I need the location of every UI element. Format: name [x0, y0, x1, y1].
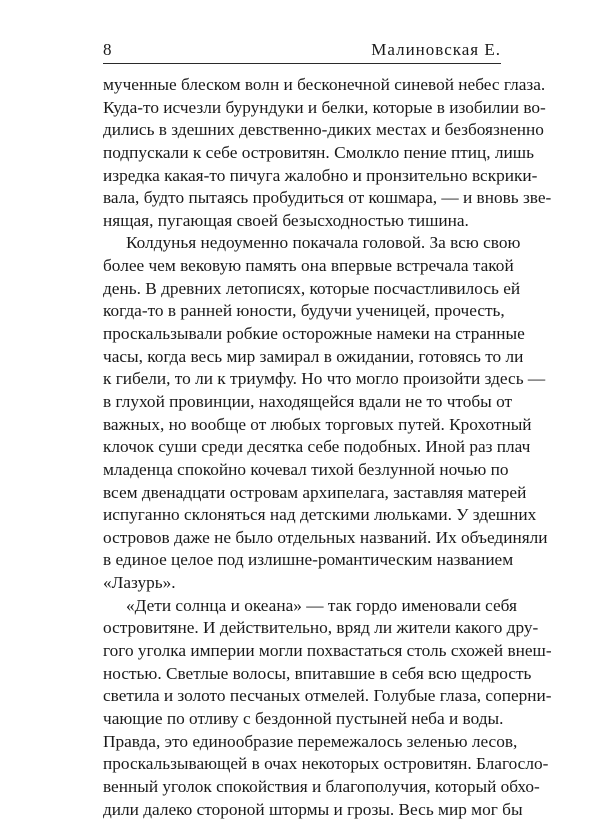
- text-line: младенца спокойно кочевал тихой безлунной ночью по: [103, 459, 501, 482]
- paragraph-last-line: нящая, пугающая своей безысходностью тишина.: [103, 210, 501, 233]
- text-line: в глухой провинции, находящейся вдали не то чтобы от: [103, 391, 501, 414]
- text-line: Куда-то исчезли бурундуки и белки, которые в изобилии во-: [103, 97, 501, 120]
- text-line: проскальзывающей в очах некоторых островитян. Благосло-: [103, 753, 501, 776]
- text-line: Правда, это единообразие перемежалось зеленью лесов,: [103, 731, 501, 754]
- running-head: [103, 34, 501, 62]
- text-line: вала, будто пытаясь пробудиться от кошмара, — и вновь зве-: [103, 187, 501, 210]
- paragraph-first-line: Колдунья недоуменно покачала головой. За всю свою: [103, 232, 501, 255]
- running-head-author: Малиновская Е.: [371, 40, 501, 60]
- text-line: проскальзывали робкие осторожные намеки на странные: [103, 323, 501, 346]
- text-line: подпускали к себе островитян. Смолкло пение птиц, лишь: [103, 142, 501, 165]
- text-line: когда-то в ранней юности, будучи ученицей, прочесть,: [103, 300, 501, 323]
- text-line: важных, но вообще от любых торговых путей. Крохотный: [103, 414, 501, 437]
- text-line: к гибели, то ли к триумфу. Но что могло произойти здесь —: [103, 368, 501, 391]
- text-line: светила и золото песчаных отмелей. Голубые глаза, соперни-: [103, 685, 501, 708]
- header-rule: [103, 63, 501, 64]
- text-line: испуганно склоняться над детскими люльками. У здешних: [103, 504, 501, 527]
- text-line: островитяне. И действительно, вряд ли жители какого дру-: [103, 617, 501, 640]
- text-line: часы, когда весь мир замирал в ожидании, готовясь то ли: [103, 346, 501, 369]
- text-line: гого уголка империи могли похвастаться столь схожей внеш-: [103, 640, 501, 663]
- page-number: 8: [103, 40, 112, 60]
- text-line: клочок суши среди десятка себе подобных. Иной раз плач: [103, 436, 501, 459]
- text-line: всем двенадцати островам архипелага, заставляя матерей: [103, 482, 501, 505]
- paragraph-last-line: «Лазурь».: [103, 572, 501, 595]
- text-line: изредка какая-то пичуга жалобно и пронзительно вскрики-: [103, 165, 501, 188]
- text-line: более чем вековую память она впервые встречала такой: [103, 255, 501, 278]
- text-line: чающие по отливу с бездонной пустыней неба и воды.: [103, 708, 501, 731]
- paragraph-first-line: «Дети солнца и океана» — так гордо именовали себя: [103, 595, 501, 618]
- text-line: венный уголок спокойствия и благополучия, который обхо-: [103, 776, 501, 799]
- text-line: в единое целое под излишне-романтическим названием: [103, 549, 501, 572]
- text-line: ностью. Светлые волосы, впитавшие в себя всю щедрость: [103, 663, 501, 686]
- text-line: мученные блеском волн и бесконечной синевой небес глаза.: [103, 74, 501, 97]
- text-line: дили далеко стороной штормы и грозы. Весь мир мог бы: [103, 799, 501, 821]
- text-line: дились в здешних девственно-диких местах и безбоязненно: [103, 119, 501, 142]
- text-line: островов даже не было отдельных названий. Их объединяли: [103, 527, 501, 550]
- body-text: [103, 74, 501, 821]
- text-line: день. В древних летописях, которые посчастливилось ей: [103, 278, 501, 301]
